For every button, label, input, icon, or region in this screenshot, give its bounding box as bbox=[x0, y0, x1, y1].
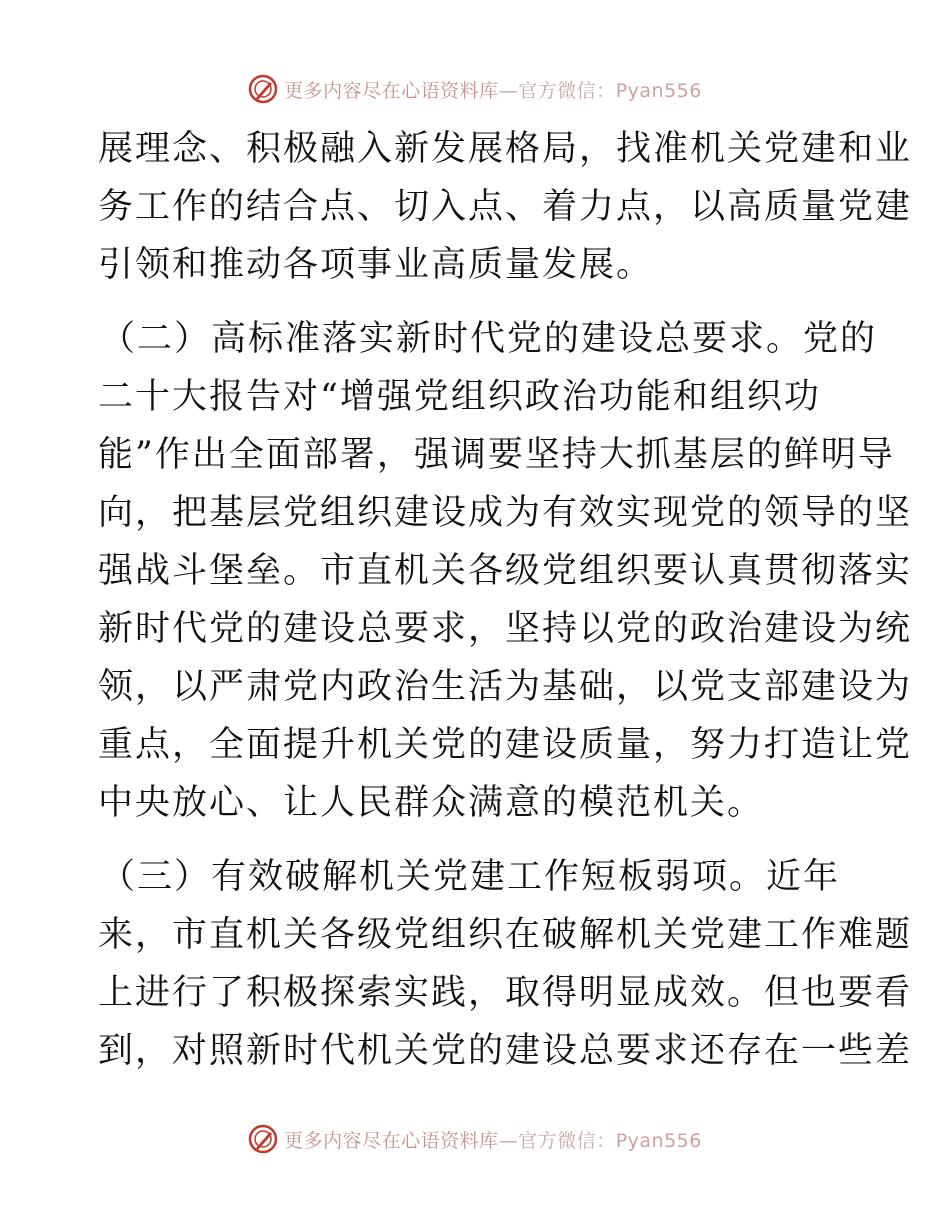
watermark-text bbox=[284, 76, 702, 103]
text-line: 领，以严肃党内政治生活为基础，以党支部建设为 bbox=[98, 667, 913, 707]
footer-watermark bbox=[0, 1124, 950, 1154]
watermark-dash: — bbox=[498, 1129, 519, 1152]
watermark-main: 更多内容尽在心语资料库 bbox=[284, 1129, 499, 1152]
text-line: 来，市直机关各级党组织在破解机关党建工作难题 bbox=[98, 915, 913, 955]
text-line: 重点，全面提升机关党的建设质量，努力打造让党 bbox=[98, 725, 913, 765]
text-line: 展理念、积极融入新发展格局，找准机关党建和业 bbox=[98, 129, 913, 169]
paragraph-2 bbox=[98, 310, 913, 832]
text-line: 引领和推动各项事业高质量发展。 bbox=[98, 245, 654, 285]
watermark-dash: — bbox=[498, 79, 519, 102]
paragraph-1 bbox=[98, 120, 913, 294]
section-heading-line: （二）高标准落实新时代党的建设总要求。党的 bbox=[100, 319, 878, 359]
text-line: 务工作的结合点、切入点、着力点，以高质量党建 bbox=[98, 187, 913, 227]
watermark-text bbox=[284, 1126, 702, 1153]
text-line: 强战斗堡垒。市直机关各级党组织要认真贯彻落实 bbox=[98, 551, 913, 591]
watermark-suffix: 官方微信： bbox=[518, 1129, 616, 1152]
header-watermark bbox=[0, 74, 950, 104]
pen-logo-icon bbox=[248, 1124, 278, 1154]
text-line: 二十大报告对“增强党组织政治功能和组织功 bbox=[98, 377, 821, 417]
text-line: 向，把基层党组织建设成为有效实现党的领导的坚 bbox=[98, 493, 913, 533]
paragraph-3 bbox=[98, 848, 913, 1080]
document-body bbox=[98, 120, 913, 1080]
text-line: 能”作出全面部署，强调要坚持大抓基层的鲜明导 bbox=[98, 435, 895, 475]
text-line: 中央放心、让人民群众满意的模范机关。 bbox=[98, 783, 765, 823]
pen-logo-icon bbox=[248, 74, 278, 104]
text-line: 到，对照新时代机关党的建设总要求还存在一些差 bbox=[98, 1031, 913, 1071]
text-line: 上进行了积极探索实践，取得明显成效。但也要看 bbox=[98, 973, 913, 1013]
watermark-id: Pyan556 bbox=[615, 1129, 702, 1152]
watermark-suffix: 官方微信： bbox=[518, 79, 616, 102]
watermark-id: Pyan556 bbox=[615, 79, 702, 102]
text-line: 新时代党的建设总要求，坚持以党的政治建设为统 bbox=[98, 609, 913, 649]
section-heading-line: （三）有效破解机关党建工作短板弱项。近年 bbox=[100, 857, 841, 897]
watermark-main: 更多内容尽在心语资料库 bbox=[284, 79, 499, 102]
